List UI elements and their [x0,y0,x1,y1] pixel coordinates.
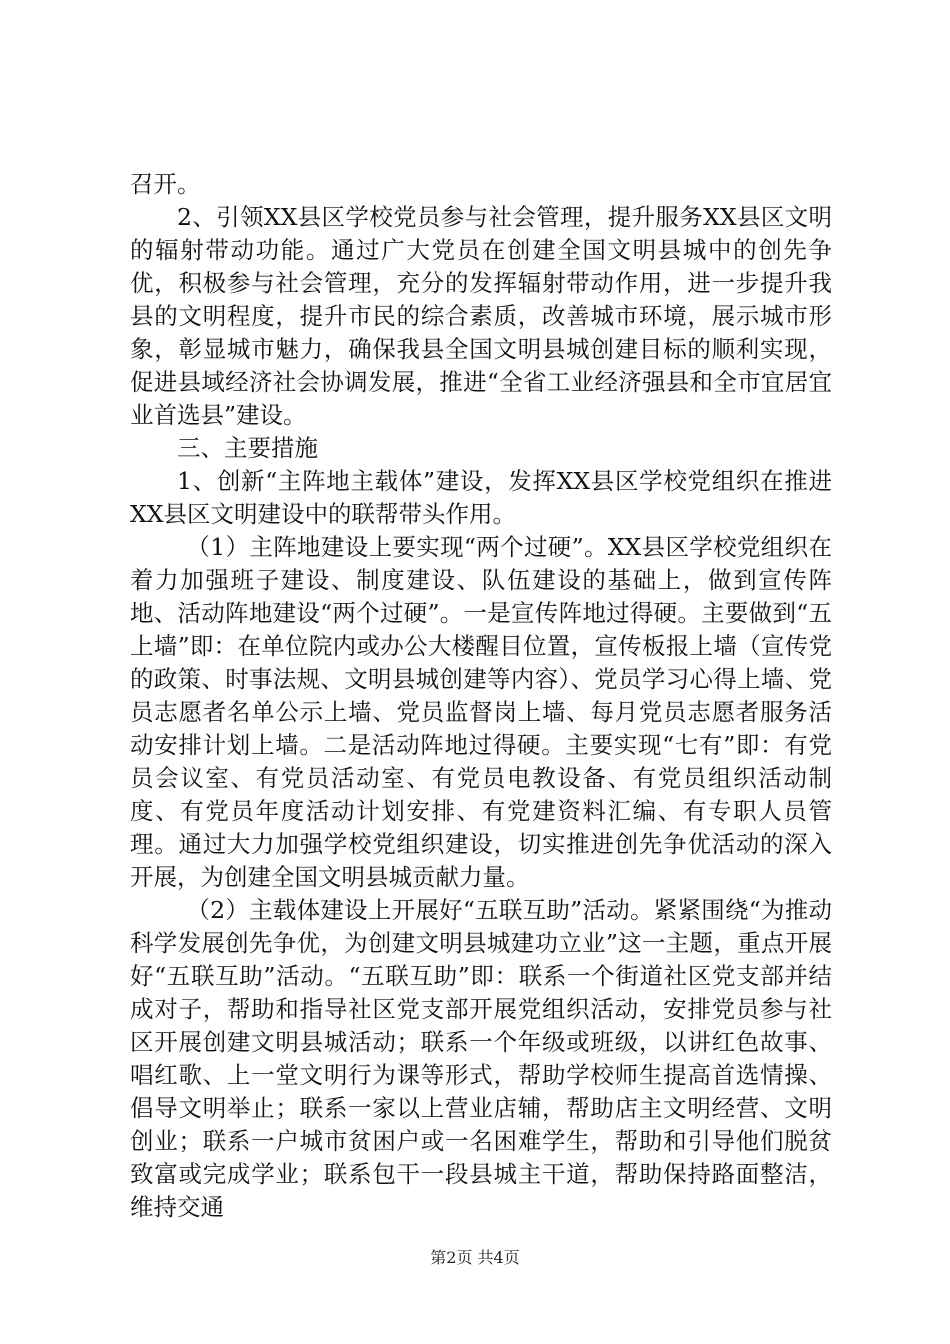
paragraph-continuation: 召开。 [130,170,201,198]
paragraph-measure-1-1: （1）主阵地建设上要实现“两个过硬”。XX县区学校党组织在着力加强班子建设、制度建设、队伍建设的基础上，做到宣传阵地、活动阵地建设“两个过硬”。一是宣传阵地过得硬。主要做到“五上墙”即：在单位院内或办公大楼醒目位置，宣传板报上墙（宣传党的政策、时事法规、文明县城创建等内容）、党员学习心得上墙、党员志愿者名单公示上墙、党员监督岗上墙、每月党员志愿者服务活动安排计划上墙。二是活动阵地过得硬。主要实现“七有”即：有党员会议室、有党员活动室、有党员电教设备、有党员组织活动制度、有党员年度活动计划安排、有党建资料汇编、有专职人员管理。通过大力加强学校党组织建设，切实推进创先争优活动的深入开展，为创建全国文明县城贡献力量。 [130,533,832,891]
paragraph-measure-1: 1、创新“主阵地主载体”建设，发挥XX县区学校党组织在推进XX县区文明建设中的联帮带头作用。 [130,467,832,528]
page-number-label: 第2页 共4页 [430,1248,520,1267]
paragraph-goal-2: 2、引领XX县区学校党员参与社会管理，提升服务XX县区文明的辐射带动功能。通过广大党员在创建全国文明县城中的创先争优，积极参与社会管理，充分的发挥辐射带动作用，进一步提升我县的文明程度，提升市民的综合素质，改善城市环境，展示城市形象，彰显城市魅力，确保我县全国文明县城创建目标的顺利实现，促进县域经济社会协调发展，推进“全省工业经济强县和全市宜居宜业首选县”建设。 [130,203,832,429]
paragraph-measure-1-2: （2）主载体建设上开展好“五联互助”活动。紧紧围绕“为推动科学发展创先争优，为创建文明县城建功立业”这一主题，重点开展好“五联互助”活动。“五联互助”即：联系一个街道社区党支部并结成对子，帮助和指导社区党支部开展党组织活动，安排党员参与社区开展创建文明县城活动；联系一个年级或班级，以讲红色故事、唱红歌、上一堂文明行为课等形式，帮助学校师生提高首选情操、倡导文明举止；联系一家以上营业店辅，帮助店主文明经营、文明创业；联系一户城市贫困户或一名困难学生，帮助和引导他们脱贫致富或完成学业；联系包干一段县城主干道，帮助保持路面整洁，维持交通 [130,896,832,1221]
page-footer [0,1245,950,1268]
document-body [130,168,832,1224]
section-heading-main-measures: 三、主要措施 [177,434,318,462]
